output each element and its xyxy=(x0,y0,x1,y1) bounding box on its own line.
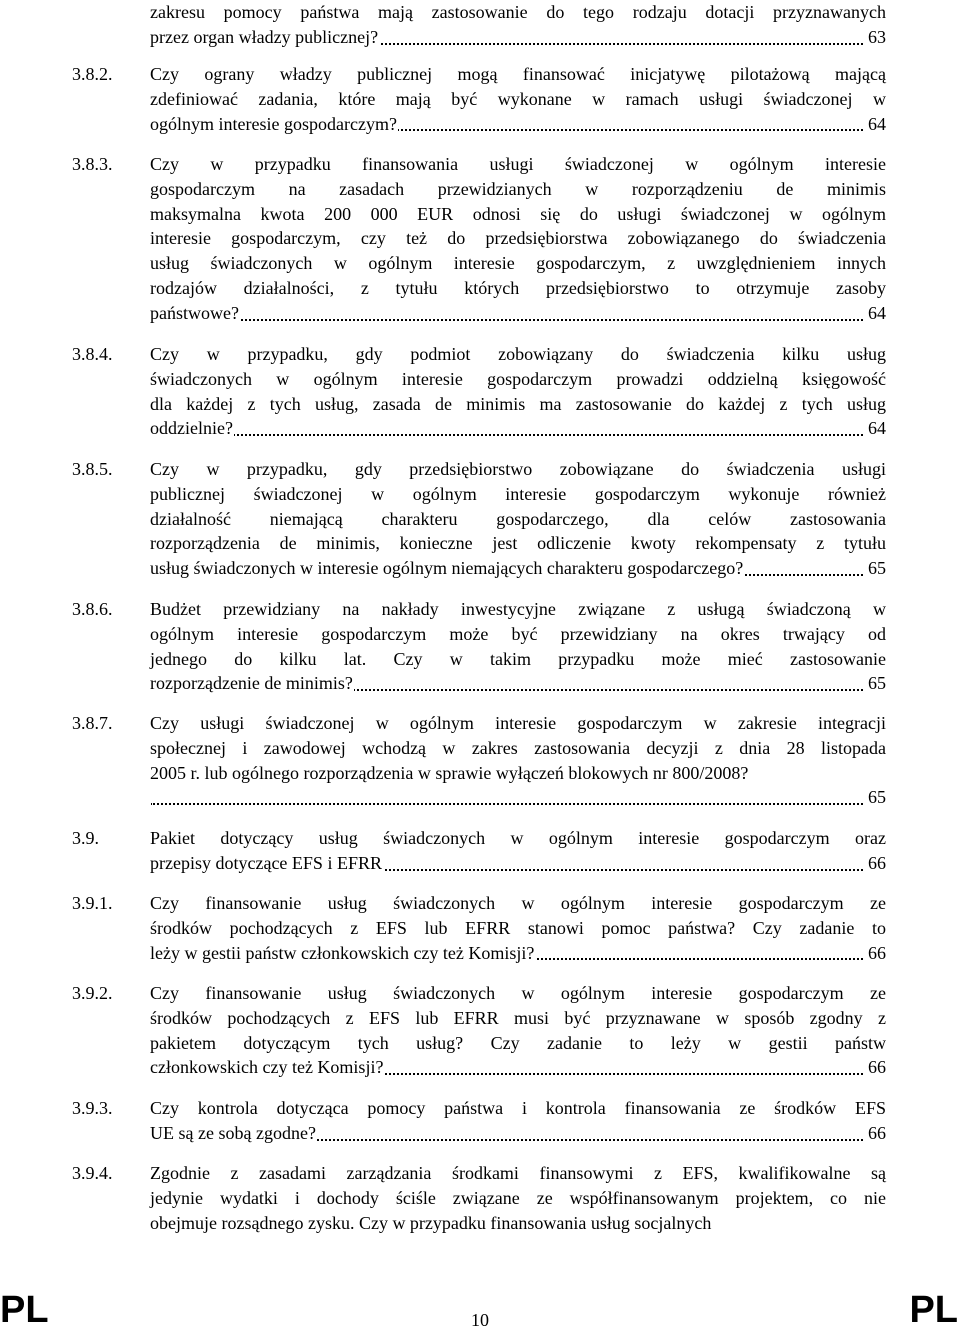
toc-line: usług świadczonych w ogólnym interesie gospodarczym, z uwzględnieniem innych xyxy=(150,253,886,274)
toc-line: maksymalna kwota 200 000 EUR odnosi się do usługi świadczonej w ogólnym xyxy=(150,203,886,224)
toc-line-text: oddzielnie? xyxy=(150,418,233,439)
toc-page-number[interactable]: 65 xyxy=(864,785,886,810)
toc-line-last xyxy=(150,671,886,696)
toc-line: środków pochodzących z EFS lub EFRR musi być przyznawane w sposób zgodny z xyxy=(150,1007,886,1028)
toc-line-last xyxy=(150,301,886,326)
toc-line-last xyxy=(150,941,886,966)
dot-leader xyxy=(150,319,886,321)
toc-line: dla każdej z tych usług, zasada de minimis ma zastosowanie do każdej z tych usług xyxy=(150,393,886,414)
toc-line: świadczonych w ogólnym interesie gospodarczym prowadzi oddzielną księgowość xyxy=(150,368,886,389)
toc-line-text: usług świadczonych w interesie ogólnym niemających charakteru gospodarczego? xyxy=(150,558,744,579)
toc-line: środków pochodzących z EFS lub EFRR stanowi pomoc państwa? Czy zadanie to xyxy=(150,917,886,938)
toc-line-text: przepisy dotyczące EFS i EFRR xyxy=(150,852,382,873)
toc-entry-number: 3.8.2. xyxy=(72,64,113,84)
toc-entry-text xyxy=(150,826,886,876)
toc-page-number[interactable]: 66 xyxy=(864,1055,886,1080)
toc-page-number[interactable]: 66 xyxy=(864,851,886,876)
toc-entry-number: 3.8.4. xyxy=(72,344,113,364)
toc-line: Pakiet dotyczący usług świadczonych w ogólnym interesie gospodarczym oraz xyxy=(150,828,886,848)
toc-line: pakietem dotyczącym tych usług? Czy zadanie to leży w gestii państw xyxy=(150,1032,886,1053)
toc-page-number[interactable]: 63 xyxy=(864,25,886,50)
toc-line-last xyxy=(150,25,886,50)
toc-line: rozporządzenia de minimis, konieczne jest odliczenie kwoty rekompensaty z tytułu xyxy=(150,533,886,554)
toc-entry-number: 3.9.4. xyxy=(72,1163,113,1183)
toc-line-last xyxy=(150,851,886,876)
footer-language-code-right: PL xyxy=(909,1289,958,1331)
toc-line: rodzajów działalności, z tytułu których przedsiębiorstwo to otrzymuje zasoby xyxy=(150,277,886,298)
toc-line: Budżet przewidziany na nakłady inwestycyjne związane z usługą świadczoną w xyxy=(150,599,886,619)
toc-entry-text xyxy=(150,62,886,136)
toc-line: społecznej i zawodowej wchodzą w zakres zastosowania decyzji z dnia 28 listopada xyxy=(150,737,886,758)
toc-entry-text xyxy=(150,457,886,581)
toc-line-last xyxy=(150,416,886,441)
toc-line-last xyxy=(150,785,886,810)
toc-entry-text xyxy=(150,1096,886,1146)
toc-line-text: członkowskich czy też Komisji? xyxy=(150,1057,384,1078)
toc-line-last xyxy=(150,1055,886,1080)
toc-line-text: państwowe? xyxy=(150,302,239,323)
toc-line: Czy w przypadku finansowania usługi świadczonej w ogólnym interesie xyxy=(150,154,886,174)
dot-leader xyxy=(150,803,886,805)
toc-line: Czy w przypadku, gdy podmiot zobowiązany do świadczenia kilku usług xyxy=(150,344,886,364)
toc-line: gospodarczym na zasadach przewidzianych w rozporządzeniu de minimis xyxy=(150,178,886,199)
toc-entry-number: 3.8.6. xyxy=(72,599,113,619)
toc-line-text: przez organ władzy publicznej? xyxy=(150,26,379,47)
toc-page-number[interactable]: 64 xyxy=(864,416,886,441)
toc-line-text xyxy=(150,787,151,807)
toc-line: Czy usługi świadczonej w ogólnym interesie gospodarczym w zakresie integracji xyxy=(150,713,886,733)
dot-leader xyxy=(150,434,886,436)
toc-entry-text xyxy=(150,0,886,50)
toc-line: działalność niemającą charakteru gospodarczego, dla celów zastosowania xyxy=(150,508,886,529)
toc-line-last xyxy=(150,556,886,581)
toc-line: Czy w przypadku, gdy przedsiębiorstwo zobowiązane do świadczenia usługi xyxy=(150,459,886,479)
toc-line-text: ogólnym interesie gospodarczym? xyxy=(150,113,397,134)
toc-page-number[interactable]: 66 xyxy=(864,1121,886,1146)
toc-entry-text xyxy=(150,711,886,810)
toc-line: zdefiniować zadania, które mają być wykonane w ramach usługi świadczonej w xyxy=(150,88,886,109)
toc-entry-number: 3.9. xyxy=(72,828,99,848)
toc-line: Zgodnie z zasadami zarządzania środkami finansowymi z EFS, kwalifikowalne są xyxy=(150,1163,886,1183)
toc-entry-text xyxy=(150,342,886,441)
toc-line: ogólnym interesie gospodarczym może być przewidziany na okres trwający od xyxy=(150,623,886,644)
toc-entry-number: 3.9.2. xyxy=(72,983,113,1003)
toc-entry-number: 3.8.3. xyxy=(72,154,113,174)
toc-line: Czy ograny władzy publicznej mogą finansować inicjatywę pilotażową mającą xyxy=(150,64,886,84)
toc-line: jednego do kilku lat. Czy w takim przypadku może mieć zastosowanie xyxy=(150,648,886,669)
toc-line: Czy finansowanie usług świadczonych w ogólnym interesie gospodarczym ze xyxy=(150,893,886,913)
toc-page-number[interactable]: 65 xyxy=(864,556,886,581)
toc-page-number[interactable]: 64 xyxy=(864,301,886,326)
toc-entry-text xyxy=(150,981,886,1080)
toc-entry-number: 3.8.5. xyxy=(72,459,113,479)
toc-entry-number: 3.8.7. xyxy=(72,713,113,733)
toc-line: interesie gospodarczym, czy też do przedsiębiorstwa zobowiązanego do świadczenia xyxy=(150,228,886,249)
toc-entry-text xyxy=(150,1161,886,1235)
toc-line: Czy finansowanie usług świadczonych w ogólnym interesie gospodarczym ze xyxy=(150,983,886,1003)
toc-line: jedynie wydatki i dochody ściśle związane ze współfinansowanym projektem, co nie xyxy=(150,1187,886,1208)
toc-page-number[interactable]: 64 xyxy=(864,112,886,137)
toc-line: Czy kontrola dotycząca pomocy państwa i kontrola finansowania ze środków EFS xyxy=(150,1098,886,1118)
toc-line: zakresu pomocy państwa mają zastosowanie do tego rodzaju dotacji przyznawanych xyxy=(150,2,886,22)
toc-line-text: rozporządzenie de minimis? xyxy=(150,673,353,694)
toc-line: 2005 r. lub ogólnego rozporządzenia w sprawie wyłączeń blokowych nr 800/2008? xyxy=(150,762,749,783)
toc-entry-text xyxy=(150,152,886,326)
toc-line-last xyxy=(150,112,886,137)
toc-entry-number: 3.9.1. xyxy=(72,893,113,913)
toc-entry-text xyxy=(150,891,886,965)
toc-line: obejmuje rozsądnego zysku. Czy w przypadku finansowania usług socjalnych xyxy=(150,1212,712,1233)
toc-entry-number: 3.9.3. xyxy=(72,1098,113,1118)
footer-page-number: 10 xyxy=(471,1310,489,1330)
toc-line-text: UE są ze sobą zgodne? xyxy=(150,1122,316,1143)
toc-line: publicznej świadczonej w ogólnym interesie gospodarczym wykonuje również xyxy=(150,483,886,504)
footer-language-code-left: PL xyxy=(0,1289,49,1331)
toc-entry-text xyxy=(150,597,886,696)
toc-line-text: leży w gestii państw członkowskich czy też Komisji? xyxy=(150,942,535,963)
toc-page-number[interactable]: 65 xyxy=(864,671,886,696)
toc-page-number[interactable]: 66 xyxy=(864,941,886,966)
toc-line-last xyxy=(150,1121,886,1146)
